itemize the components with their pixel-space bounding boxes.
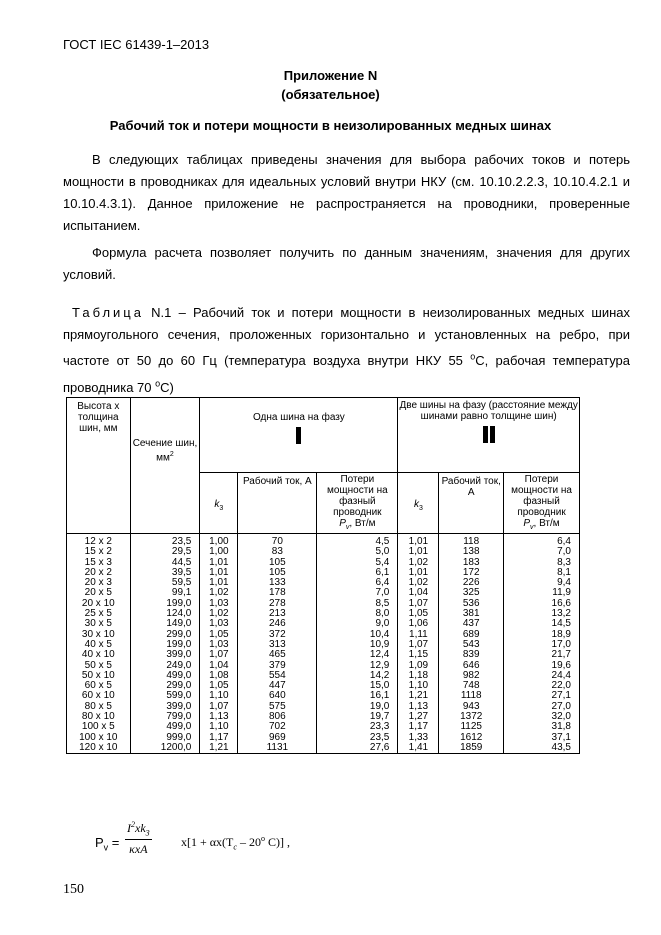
cell-loss-double: 19,6 — [504, 661, 580, 671]
cell-loss: 8,5 — [317, 599, 398, 609]
cell-loss-double: 27,1 — [504, 691, 580, 701]
header-k3: $k_3$ — [200, 473, 238, 534]
table-row — [67, 722, 580, 732]
cell-section: 299,0 — [130, 630, 200, 640]
paragraph-intro: В следующих таблицах приведены значения для выбора рабочих токов и потерь мощности в проводниках для идеальных условий внутри НКУ (см. 10.10.2.2.3, 10.10.4.2.1 и 10.10.4.3.1). Данное приложение не распространяется на проводники, проверенные испытанием. — [63, 152, 630, 233]
formula-lhs: $P_v$ = — [95, 835, 120, 853]
table-row — [67, 534, 580, 548]
cell-section: 199,0 — [130, 640, 200, 650]
header-loss-double: Потери мощности на фазный проводник $P_v$, Вт/м — [504, 473, 580, 534]
cell-size: 50 x 10 — [67, 671, 131, 681]
cell-k3-double: 1,01 — [398, 547, 439, 557]
cell-loss-double: 37,1 — [504, 733, 580, 743]
cell-k3: 1,05 — [200, 681, 238, 691]
cell-section: 44,5 — [130, 558, 200, 568]
table-row — [67, 661, 580, 671]
cell-loss: 6,1 — [317, 568, 398, 578]
cell-k3-double: 1,10 — [398, 681, 439, 691]
cell-k3-double: 1,01 — [398, 568, 439, 578]
cell-loss-double: 43,5 — [504, 743, 580, 754]
header-single-bar: Одна шина на фазу — [200, 398, 398, 473]
cell-k3-double: 1,06 — [398, 619, 439, 629]
table-row — [67, 640, 580, 650]
current-loss-table — [66, 397, 580, 754]
cell-loss-double: 24,4 — [504, 671, 580, 681]
table-row — [67, 671, 580, 681]
cell-current: 70 — [238, 534, 317, 548]
cell-size: 80 x 5 — [67, 702, 131, 712]
table-caption-label: Таблица — [72, 305, 144, 320]
cell-size: 40 x 10 — [67, 650, 131, 660]
cell-k3: 1,01 — [200, 568, 238, 578]
cell-k3: 1,02 — [200, 609, 238, 619]
cell-k3-double: 1,17 — [398, 722, 439, 732]
cell-current-double: 138 — [439, 547, 504, 557]
cell-loss: 14,2 — [317, 671, 398, 681]
cell-loss-double: 9,4 — [504, 578, 580, 588]
cell-k3: 1,17 — [200, 733, 238, 743]
cell-current: 702 — [238, 722, 317, 732]
cell-loss-double: 11,9 — [504, 588, 580, 598]
cell-k3: 1,05 — [200, 630, 238, 640]
cell-current: 83 — [238, 547, 317, 557]
cell-loss: 23,5 — [317, 733, 398, 743]
cell-k3-double: 1,02 — [398, 578, 439, 588]
table-row — [67, 547, 580, 557]
cell-current-double: 536 — [439, 599, 504, 609]
cell-current: 372 — [238, 630, 317, 640]
cell-loss: 19,7 — [317, 712, 398, 722]
cell-current-double: 543 — [439, 640, 504, 650]
cell-current: 447 — [238, 681, 317, 691]
table-row — [67, 619, 580, 629]
cell-k3-double: 1,27 — [398, 712, 439, 722]
cell-loss-double: 21,7 — [504, 650, 580, 660]
cell-k3: 1,07 — [200, 702, 238, 712]
cell-k3: 1,07 — [200, 650, 238, 660]
cell-k3-double: 1,21 — [398, 691, 439, 701]
cell-current-double: 748 — [439, 681, 504, 691]
cell-section: 499,0 — [130, 671, 200, 681]
cell-k3-double: 1,13 — [398, 702, 439, 712]
cell-k3: 1,00 — [200, 547, 238, 557]
paragraph-formula-note: Формула расчета позволяет получить по данным значениям, значения для других условий. — [63, 245, 630, 282]
cell-size: 80 x 10 — [67, 712, 131, 722]
header-size: Высота х толщина шин, мм — [67, 398, 131, 534]
header-section: Сечение шин, $мм^2$ — [130, 398, 200, 534]
cell-current: 246 — [238, 619, 317, 629]
cell-size: 20 x 10 — [67, 599, 131, 609]
cell-current-double: 381 — [439, 609, 504, 619]
cell-k3: 1,03 — [200, 640, 238, 650]
page-number: 150 — [63, 882, 84, 897]
cell-loss-double: 8,1 — [504, 568, 580, 578]
cell-current-double: 839 — [439, 650, 504, 660]
cell-loss-double: 18,9 — [504, 630, 580, 640]
cell-size: 20 x 3 — [67, 578, 131, 588]
cell-loss-double: 32,0 — [504, 712, 580, 722]
cell-size: 60 x 10 — [67, 691, 131, 701]
section-title: Рабочий ток и потери мощности в неизолированных медных шинах — [109, 118, 552, 133]
cell-loss: 10,9 — [317, 640, 398, 650]
cell-loss: 9,0 — [317, 619, 398, 629]
table-caption — [63, 302, 630, 399]
cell-k3: 1,21 — [200, 743, 238, 754]
cell-loss: 12,9 — [317, 661, 398, 671]
appendix-heading — [0, 66, 661, 104]
table-caption-text: N.1 – Рабочий ток и потери мощности в неизолированных медных шинах прямоугольного сечения, проложенных горизонтально и установленных на ребро, при частоте от 50 до 60 Гц (температура воздуха внутри НКУ 55 $^o$С, рабочая температура проводника 70 $^o$С) — [63, 305, 631, 395]
cell-size: 15 x 2 — [67, 547, 131, 557]
cell-size: 30 x 5 — [67, 619, 131, 629]
cell-k3: 1,02 — [200, 588, 238, 598]
cell-current-double: 1372 — [439, 712, 504, 722]
cell-k3-double: 1,15 — [398, 650, 439, 660]
cell-current-double: 982 — [439, 671, 504, 681]
cell-current: 554 — [238, 671, 317, 681]
cell-loss: 15,0 — [317, 681, 398, 691]
cell-k3-double: 1,05 — [398, 609, 439, 619]
cell-loss: 8,0 — [317, 609, 398, 619]
cell-size: 40 x 5 — [67, 640, 131, 650]
table-row — [67, 578, 580, 588]
cell-loss: 5,0 — [317, 547, 398, 557]
double-bar-icon — [490, 426, 495, 443]
cell-section: 999,0 — [130, 733, 200, 743]
cell-section: 799,0 — [130, 712, 200, 722]
table-row — [67, 609, 580, 619]
cell-section: 299,0 — [130, 681, 200, 691]
cell-current-double: 646 — [439, 661, 504, 671]
cell-current: 105 — [238, 568, 317, 578]
cell-current-double: 689 — [439, 630, 504, 640]
cell-k3-double: 1,09 — [398, 661, 439, 671]
cell-loss-double: 27,0 — [504, 702, 580, 712]
cell-section: 599,0 — [130, 691, 200, 701]
table-row — [67, 630, 580, 640]
cell-section: 23,5 — [130, 534, 200, 548]
cell-size: 60 x 5 — [67, 681, 131, 691]
cell-loss: 5,4 — [317, 558, 398, 568]
formula-numerator: $I^2xk_3$ — [125, 820, 152, 840]
cell-current-double: 183 — [439, 558, 504, 568]
cell-section: 1200,0 — [130, 743, 200, 754]
cell-k3-double: 1,07 — [398, 640, 439, 650]
cell-current-double: 226 — [439, 578, 504, 588]
cell-loss: 4,5 — [317, 534, 398, 548]
cell-section: 124,0 — [130, 609, 200, 619]
cell-loss: 12,4 — [317, 650, 398, 660]
table-row — [67, 743, 580, 754]
cell-size: 15 x 3 — [67, 558, 131, 568]
cell-k3: 1,10 — [200, 691, 238, 701]
cell-current: 178 — [238, 588, 317, 598]
header-current: Рабочий ток, А — [238, 473, 317, 534]
cell-current-double: 1859 — [439, 743, 504, 754]
cell-current-double: 325 — [439, 588, 504, 598]
cell-loss: 19,0 — [317, 702, 398, 712]
cell-loss: 27,6 — [317, 743, 398, 754]
cell-current-double: 1612 — [439, 733, 504, 743]
cell-loss-double: 31,8 — [504, 722, 580, 732]
cell-loss: 23,3 — [317, 722, 398, 732]
cell-current-double: 943 — [439, 702, 504, 712]
cell-section: 29,5 — [130, 547, 200, 557]
cell-size: 120 x 10 — [67, 743, 131, 754]
cell-k3-double: 1,11 — [398, 630, 439, 640]
cell-size: 100 x 10 — [67, 733, 131, 743]
cell-k3: 1,03 — [200, 619, 238, 629]
cell-k3: 1,10 — [200, 722, 238, 732]
cell-current: 379 — [238, 661, 317, 671]
table-row — [67, 650, 580, 660]
cell-k3-double: 1,33 — [398, 733, 439, 743]
cell-size: 100 x 5 — [67, 722, 131, 732]
cell-current-double: 1118 — [439, 691, 504, 701]
cell-section: 399,0 — [130, 702, 200, 712]
double-bar-icon — [483, 426, 488, 443]
formula-fraction — [125, 820, 152, 857]
table-row — [67, 681, 580, 691]
cell-k3: 1,00 — [200, 534, 238, 548]
cell-k3-double: 1,07 — [398, 599, 439, 609]
cell-current-double: 1125 — [439, 722, 504, 732]
cell-size: 50 x 5 — [67, 661, 131, 671]
appendix-note: (обязательное) — [281, 87, 380, 102]
cell-current: 1131 — [238, 743, 317, 754]
table-row — [67, 733, 580, 743]
cell-section: 399,0 — [130, 650, 200, 660]
cell-section: 199,0 — [130, 599, 200, 609]
cell-k3: 1,01 — [200, 578, 238, 588]
cell-current: 575 — [238, 702, 317, 712]
cell-k3-double: 1,41 — [398, 743, 439, 754]
cell-size: 20 x 5 — [67, 588, 131, 598]
cell-loss-double: 6,4 — [504, 534, 580, 548]
header-double-bar: Две шины на фазу (расстояние между шинами равно толщине шин) — [398, 398, 580, 473]
cell-current: 213 — [238, 609, 317, 619]
cell-section: 39,5 — [130, 568, 200, 578]
cell-section: 499,0 — [130, 722, 200, 732]
cell-current: 806 — [238, 712, 317, 722]
cell-current: 133 — [238, 578, 317, 588]
cell-k3: 1,08 — [200, 671, 238, 681]
cell-k3-double: 1,04 — [398, 588, 439, 598]
header-k3-double: $k_3$ — [398, 473, 439, 534]
cell-current: 278 — [238, 599, 317, 609]
cell-loss-double: 17,0 — [504, 640, 580, 650]
cell-loss: 6,4 — [317, 578, 398, 588]
table-row — [67, 712, 580, 722]
cell-loss-double: 16,6 — [504, 599, 580, 609]
cell-loss-double: 8,3 — [504, 558, 580, 568]
single-bar-icon — [296, 427, 301, 444]
cell-loss-double: 13,2 — [504, 609, 580, 619]
cell-current-double: 118 — [439, 534, 504, 548]
cell-section: 149,0 — [130, 619, 200, 629]
cell-k3: 1,01 — [200, 558, 238, 568]
cell-section: 59,5 — [130, 578, 200, 588]
cell-size: 12 x 2 — [67, 534, 131, 548]
cell-size: 30 x 10 — [67, 630, 131, 640]
cell-k3: 1,03 — [200, 599, 238, 609]
table-row — [67, 588, 580, 598]
header-loss: Потери мощности на фазный проводник $P_v$, Вт/м — [317, 473, 398, 534]
cell-loss: 16,1 — [317, 691, 398, 701]
header-current-double: Рабочий ток, А — [439, 473, 504, 534]
appendix-title: Приложение N — [283, 68, 378, 83]
cell-loss-double: 14,5 — [504, 619, 580, 629]
cell-size: 20 x 2 — [67, 568, 131, 578]
cell-section: 99,1 — [130, 588, 200, 598]
cell-k3-double: 1,02 — [398, 558, 439, 568]
cell-loss: 10,4 — [317, 630, 398, 640]
cell-current-double: 172 — [439, 568, 504, 578]
cell-k3-double: 1,01 — [398, 534, 439, 548]
cell-loss-double: 22,0 — [504, 681, 580, 691]
cell-current: 640 — [238, 691, 317, 701]
cell-size: 25 x 5 — [67, 609, 131, 619]
cell-k3: 1,04 — [200, 661, 238, 671]
table-row — [67, 599, 580, 609]
cell-k3-double: 1,18 — [398, 671, 439, 681]
document-code: ГОСТ IEC 61439-1–2013 — [63, 37, 210, 52]
cell-current: 969 — [238, 733, 317, 743]
cell-loss: 7,0 — [317, 588, 398, 598]
cell-current: 313 — [238, 640, 317, 650]
table-row — [67, 558, 580, 568]
cell-current-double: 437 — [439, 619, 504, 629]
table-row — [67, 691, 580, 701]
cell-section: 249,0 — [130, 661, 200, 671]
table-row — [67, 702, 580, 712]
cell-loss-double: 7,0 — [504, 547, 580, 557]
table-row — [67, 568, 580, 578]
formula-rest: $x[1 + \alpha x(T_c - 20^o$ C)] , — [181, 834, 290, 852]
formula-denominator: κxA — [129, 842, 148, 857]
cell-current: 105 — [238, 558, 317, 568]
cell-current: 465 — [238, 650, 317, 660]
cell-k3: 1,13 — [200, 712, 238, 722]
